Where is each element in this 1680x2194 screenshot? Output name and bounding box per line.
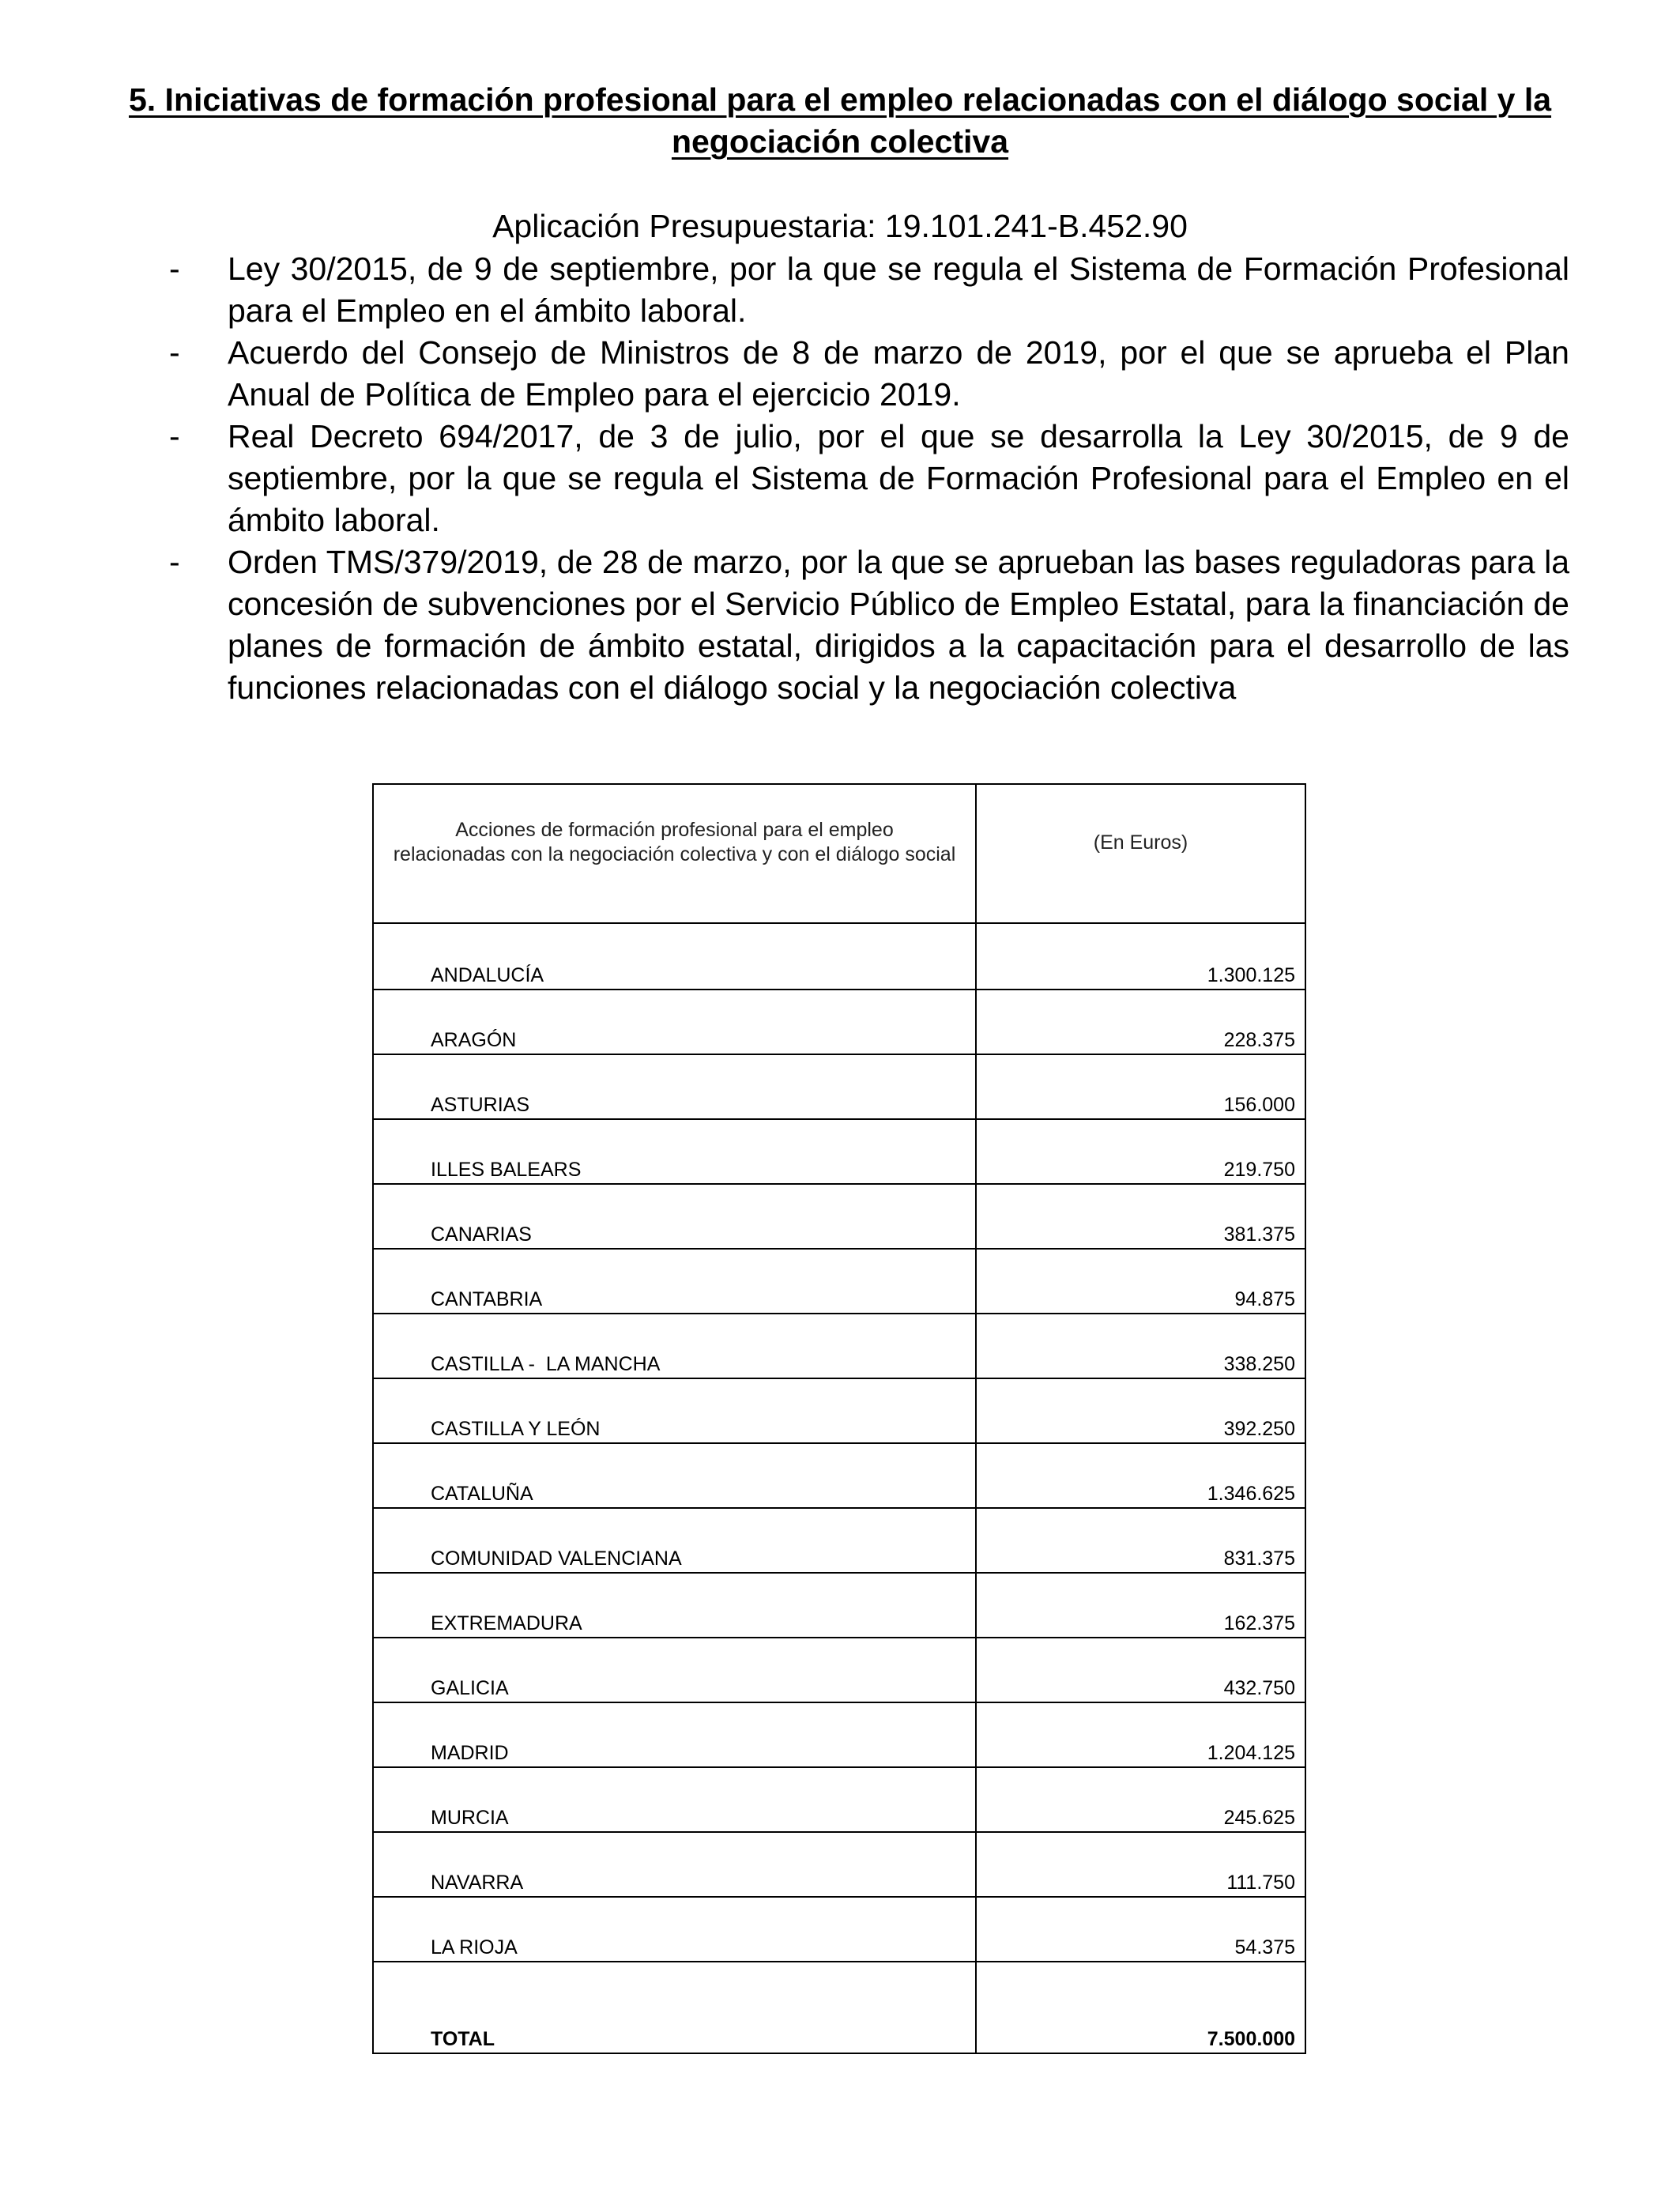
table-row — [373, 1249, 1305, 1314]
total-amount-cell: 7.500.000 — [976, 1962, 1305, 2053]
table-row — [373, 1767, 1305, 1832]
list-bullet: - — [169, 334, 180, 371]
amount-cell: 228.375 — [976, 990, 1305, 1054]
legal-reference-text: Ley 30/2015, de 9 de septiembre, por la que se regula el Sistema de Formación Profesional para el Empleo en el ámbito laboral. — [228, 251, 1569, 329]
table-row — [373, 1184, 1305, 1249]
page-title-text: 5. Iniciativas de formación profesional para el empleo relacionadas con el diálogo social y la negociación colectiva — [128, 81, 1552, 160]
amount-cell: 245.625 — [976, 1767, 1305, 1832]
region-cell: MURCIA — [373, 1767, 976, 1832]
header-actions — [373, 784, 976, 923]
list-bullet: - — [169, 251, 180, 287]
region-cell: CATALUÑA — [373, 1443, 976, 1508]
legal-reference-item — [158, 416, 1569, 541]
region-cell: ANDALUCÍA — [373, 923, 976, 990]
table-row — [373, 1638, 1305, 1702]
table-row — [373, 1573, 1305, 1638]
legal-reference-item — [158, 248, 1569, 332]
allocation-table — [372, 783, 1306, 2054]
header-currency — [976, 784, 1305, 923]
region-cell: CANARIAS — [373, 1184, 976, 1249]
total-label-cell: TOTAL — [373, 1962, 976, 2053]
region-cell: ARAGÓN — [373, 990, 976, 1054]
budget-line: Aplicación Presupuestaria: 19.101.241-B.452.90 — [492, 208, 1188, 244]
table-row — [373, 1897, 1305, 1962]
table-row — [373, 1054, 1305, 1119]
table-row — [373, 1314, 1305, 1378]
amount-cell: 1.346.625 — [976, 1443, 1305, 1508]
region-cell: ILLES BALEARS — [373, 1119, 976, 1184]
amount-cell: 219.750 — [976, 1119, 1305, 1184]
table-row — [373, 1832, 1305, 1897]
region-cell: NAVARRA — [373, 1832, 976, 1897]
header-currency-text: (En Euros) — [1093, 831, 1188, 854]
amount-cell: 111.750 — [976, 1832, 1305, 1897]
amount-cell: 338.250 — [976, 1314, 1305, 1378]
amount-cell: 156.000 — [976, 1054, 1305, 1119]
region-cell: CANTABRIA — [373, 1249, 976, 1314]
amount-cell: 432.750 — [976, 1638, 1305, 1702]
amount-cell: 1.204.125 — [976, 1702, 1305, 1767]
region-cell: CASTILLA - LA MANCHA — [373, 1314, 976, 1378]
header-actions-line2: relacionadas con la negociación colectiva y con el diálogo social — [393, 843, 956, 865]
legal-reference-text: Acuerdo del Consejo de Ministros de 8 de marzo de 2019, por el que se aprueba el Plan Anual de Política de Empleo para el ejercicio 2019. — [228, 334, 1569, 413]
table-row — [373, 1443, 1305, 1508]
table-row — [373, 1508, 1305, 1573]
region-cell: COMUNIDAD VALENCIANA — [373, 1508, 976, 1573]
amount-cell: 94.875 — [976, 1249, 1305, 1314]
table-total-row — [373, 1962, 1305, 2053]
amount-cell: 1.300.125 — [976, 923, 1305, 990]
amount-cell: 381.375 — [976, 1184, 1305, 1249]
page-title — [119, 79, 1561, 163]
legal-reference-text: Orden TMS/379/2019, de 28 de marzo, por la que se aprueban las bases reguladoras para la concesión de subvenciones por el Servicio Público de Empleo Estatal, para la financiación de planes de formación de ámbito estatal, dirigidos a la capacitación para el desarrollo de las funciones relacionadas con el diálogo social y la negociación colectiva — [228, 544, 1569, 706]
list-bullet: - — [169, 544, 180, 580]
region-cell: GALICIA — [373, 1638, 976, 1702]
table-row — [373, 990, 1305, 1054]
table-row — [373, 1378, 1305, 1443]
header-actions-line1: Acciones de formación profesional para el empleo — [455, 819, 894, 841]
table-row — [373, 1702, 1305, 1767]
legal-reference-item — [158, 541, 1569, 709]
amount-cell: 392.250 — [976, 1378, 1305, 1443]
region-cell: CASTILLA Y LEÓN — [373, 1378, 976, 1443]
legal-references-list — [158, 248, 1569, 709]
legal-reference-item — [158, 332, 1569, 416]
table-header-row — [373, 784, 1305, 923]
table-row — [373, 1119, 1305, 1184]
amount-cell: 162.375 — [976, 1573, 1305, 1638]
region-cell: MADRID — [373, 1702, 976, 1767]
legal-reference-text: Real Decreto 694/2017, de 3 de julio, por el que se desarrolla la Ley 30/2015, de 9 de septiembre, por la que se regula el Sistema de Formación Profesional para el Empleo en el ámbito laboral. — [228, 418, 1569, 538]
list-bullet: - — [169, 418, 180, 454]
table-row — [373, 923, 1305, 990]
region-cell: LA RIOJA — [373, 1897, 976, 1962]
amount-cell: 54.375 — [976, 1897, 1305, 1962]
region-cell: EXTREMADURA — [373, 1573, 976, 1638]
amount-cell: 831.375 — [976, 1508, 1305, 1573]
region-cell: ASTURIAS — [373, 1054, 976, 1119]
